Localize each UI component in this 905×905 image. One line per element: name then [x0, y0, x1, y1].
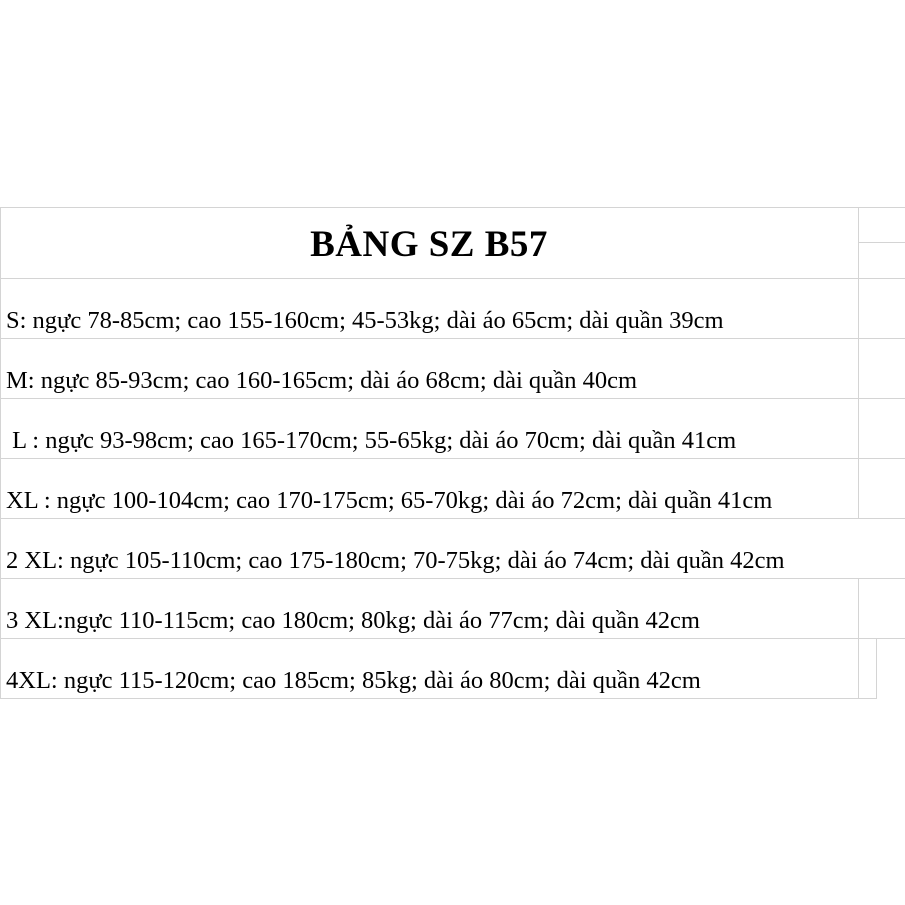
size-row-l [0, 398, 905, 458]
size-row-4xl [0, 638, 905, 698]
grid-line [858, 242, 905, 243]
size-row-text: S: ngực 78-85cm; cao 155-160cm; 45-53kg; dài áo 65cm; dài quần 39cm [6, 306, 724, 334]
size-row-text: 2 XL: ngực 105-110cm; cao 175-180cm; 70-75kg; dài áo 74cm; dài quần 42cm [6, 546, 785, 574]
size-row-s [0, 278, 905, 338]
chart-title: BẢNG SZ B57 [310, 223, 548, 265]
grid-line [0, 698, 877, 699]
size-row-text: XL : ngực 100-104cm; cao 170-175cm; 65-70kg; dài áo 72cm; dài quần 41cm [6, 486, 773, 514]
size-row-text: M: ngực 85-93cm; cao 160-165cm; dài áo 68cm; dài quần 40cm [6, 366, 638, 394]
size-row-3xl [0, 578, 905, 638]
size-row-2xl [0, 518, 905, 578]
size-row-text: 3 XL:ngực 110-115cm; cao 180cm; 80kg; dài áo 77cm; dài quần 42cm [6, 606, 700, 634]
size-row-text: L : ngực 93-98cm; cao 165-170cm; 55-65kg; dài áo 70cm; dài quần 41cm [6, 426, 737, 454]
size-row-text: 4XL: ngực 115-120cm; cao 185cm; 85kg; dài áo 80cm; dài quần 42cm [6, 666, 701, 694]
size-row-m [0, 338, 905, 398]
size-row-xl [0, 458, 905, 518]
